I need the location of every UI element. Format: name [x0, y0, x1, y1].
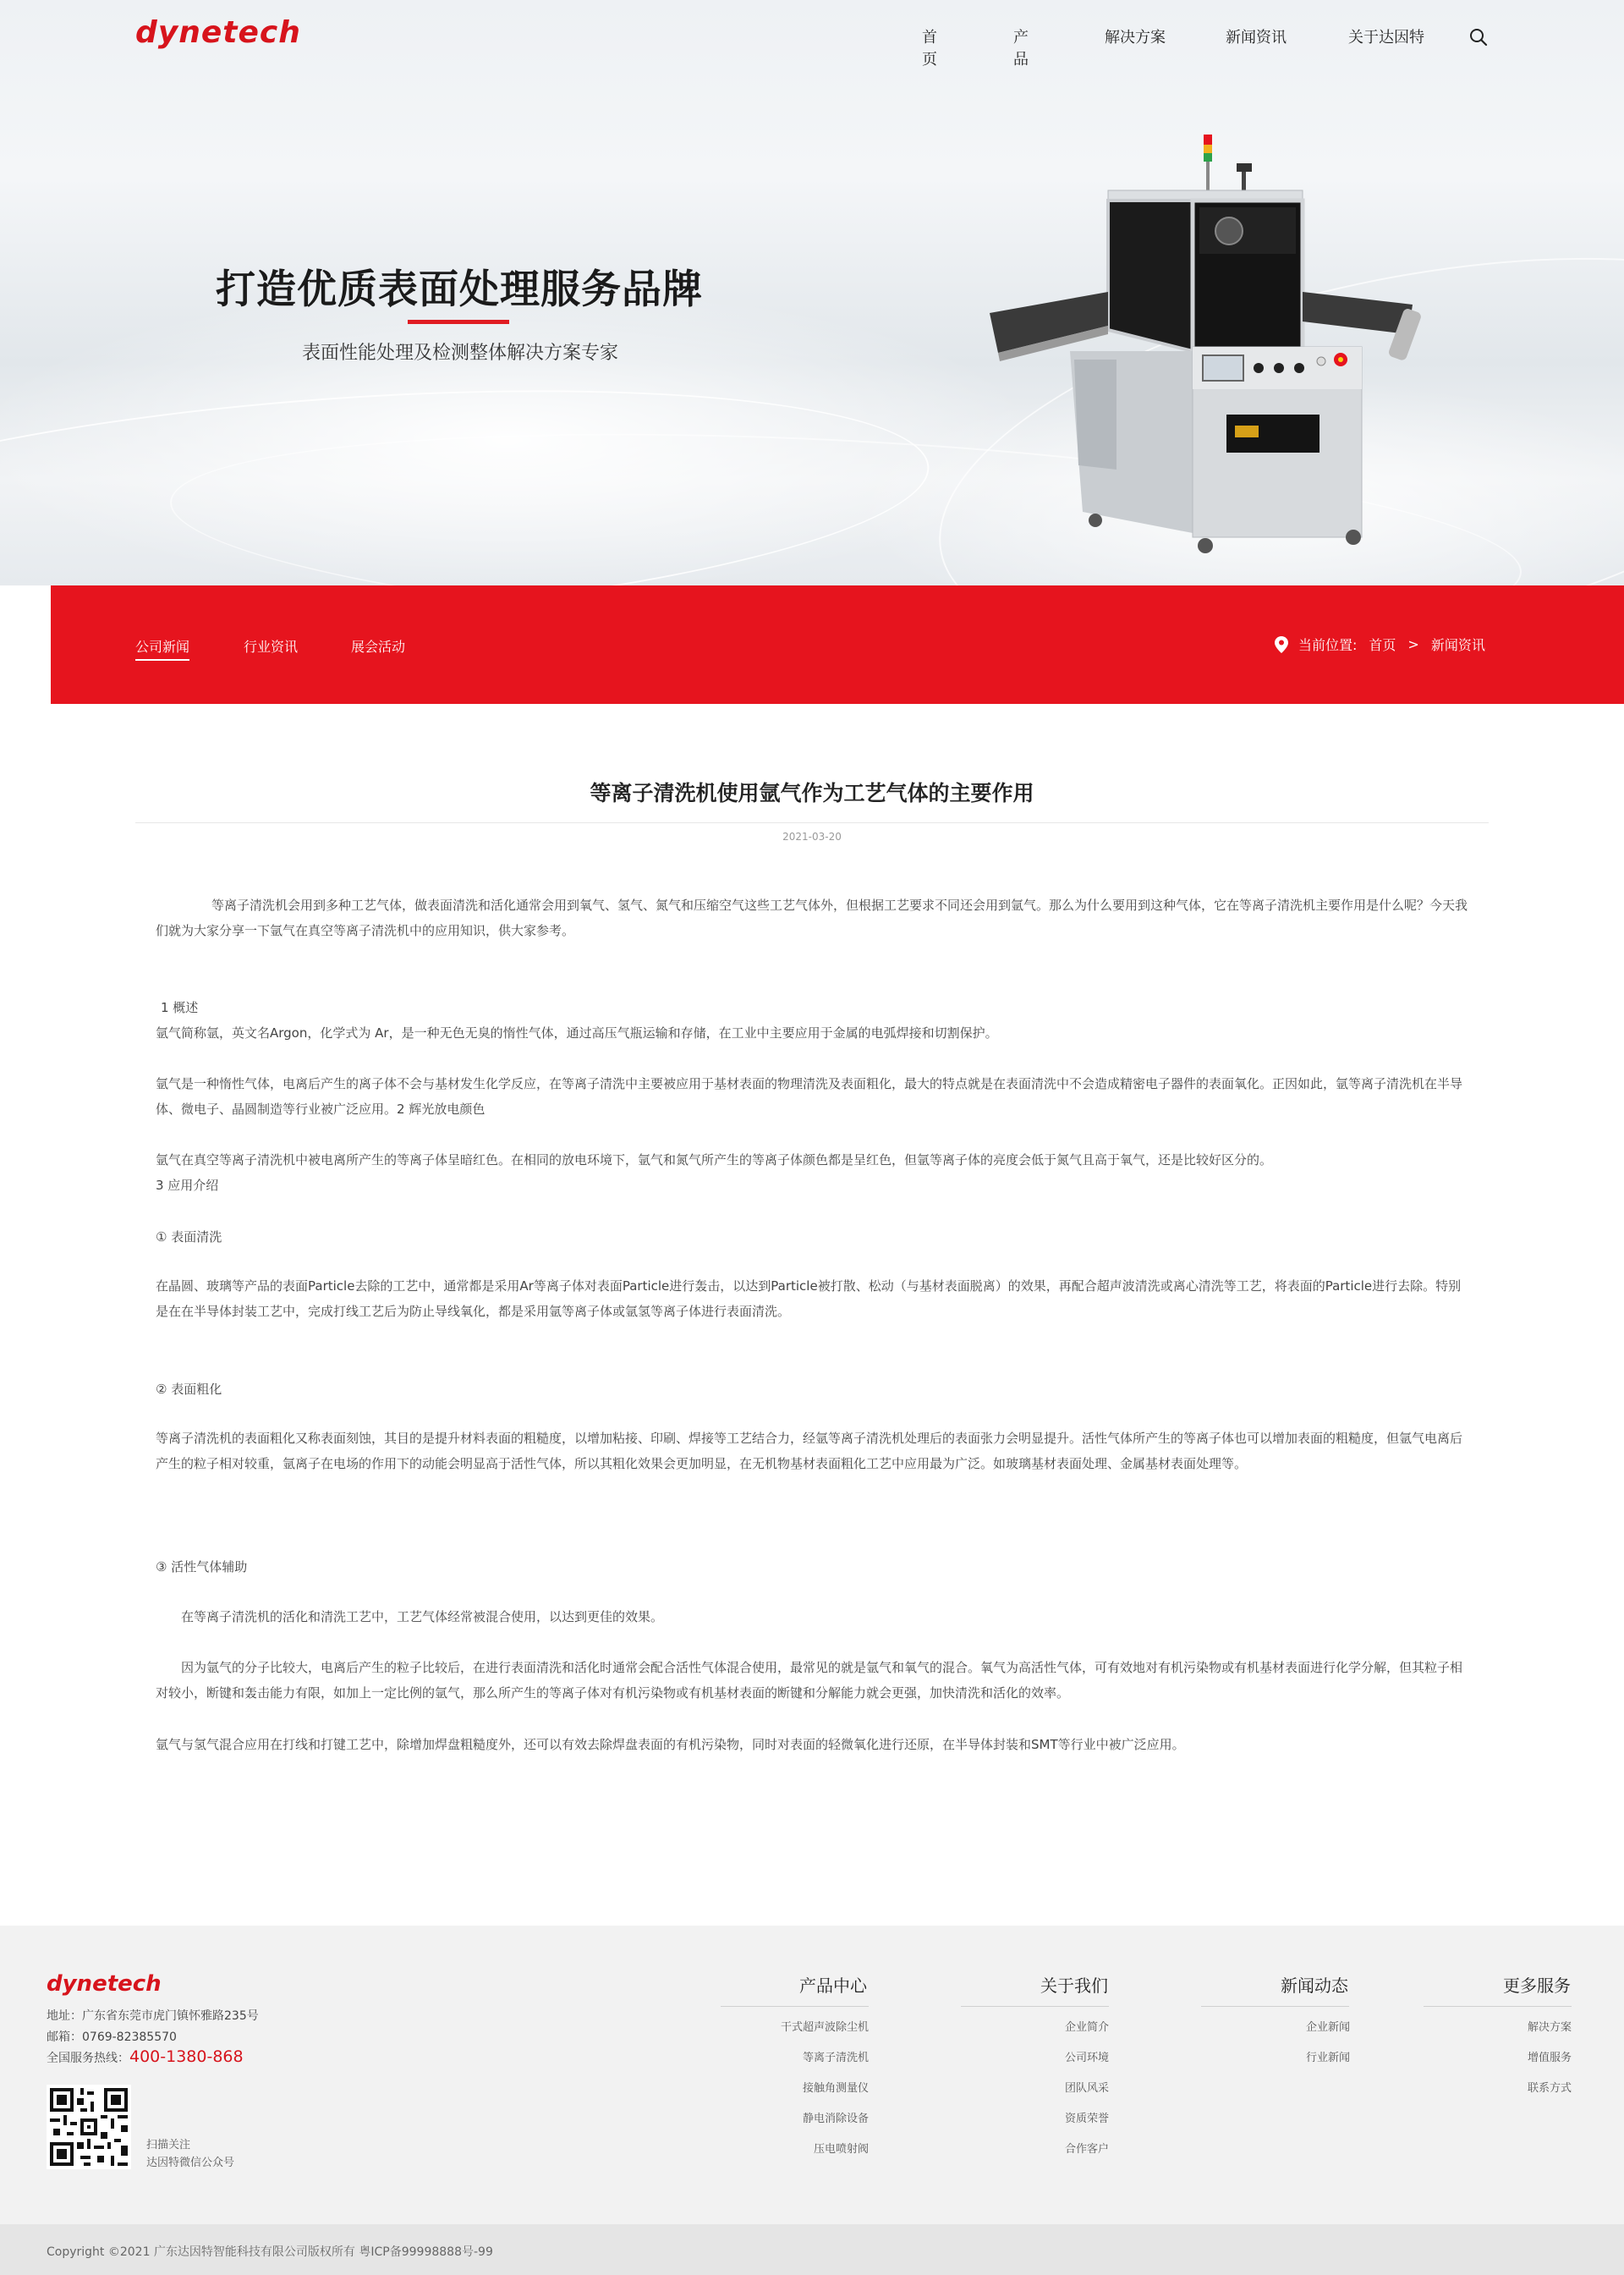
qr-caption — [146, 2136, 234, 2172]
footer-link[interactable]: 企业新闻 — [1305, 2021, 1350, 2034]
article-paragraph: 氩气简称氩，英文名Argon，化学式为 Ar，是一种无色无臭的惰性气体，通过高压气瓶运输和存储，在工业中主要应用于金属的电弧焊接和切割保护。 — [156, 1025, 998, 1041]
plasma-machine-image — [981, 131, 1438, 571]
article-heading: 3 应用介绍 — [156, 1178, 219, 1193]
footer-col-divider — [721, 2006, 869, 2007]
footer-logo[interactable]: dynetech — [47, 1971, 162, 1997]
footer-link[interactable]: 接触角测量仪 — [802, 2082, 869, 2095]
article-date: 2021-03-20 — [782, 831, 842, 843]
footer-link[interactable]: 静电消除设备 — [802, 2113, 869, 2125]
hotline-label: 全国服务热线： — [47, 2052, 129, 2065]
footer-email: 邮箱：0769-82385570 — [47, 2030, 177, 2044]
footer-link[interactable]: 压电喷射阀 — [813, 2143, 869, 2156]
breadcrumb-separator: > — [1407, 636, 1419, 652]
search-icon[interactable] — [1468, 27, 1489, 47]
qr-caption-line: 扫描关注 — [146, 2139, 191, 2151]
article-heading: 1 概述 — [161, 1000, 199, 1015]
footer-col-divider — [1201, 2006, 1349, 2007]
footer-link[interactable]: 团队风采 — [1064, 2082, 1109, 2095]
sub-navigation-bar — [51, 585, 1624, 704]
nav-home[interactable]: 首页 — [922, 29, 937, 69]
footer-link[interactable]: 等离子清洗机 — [802, 2052, 869, 2064]
footer-link[interactable]: 资质荣誉 — [1064, 2113, 1109, 2125]
footer-col-divider — [1424, 2006, 1572, 2007]
copyright-text: Copyright ©2021 广东达因特智能科技有限公司版权所有 粤ICP备99998888号-99 — [47, 2245, 493, 2259]
tab-company-news[interactable]: 公司新闻 — [135, 636, 189, 661]
footer-link[interactable]: 解决方案 — [1527, 2021, 1572, 2034]
article-heading: ② 表面粗化 — [156, 1382, 222, 1397]
article-paragraph: 等离子清洗机会用到多种工艺气体，做表面清洗和活化通常会用到氧气、氢气、氮气和压缩空气这些工艺气体外，但根据工艺要求不同还会用到氩气。那么为什么要用到这种气体，它在等离子清洗机主要作用是什么呢？今天我们就为大家分享一下氩气在真空等离子清洗机中的应用知识，供大家参考。 — [156, 898, 1468, 938]
breadcrumb-news[interactable]: 新闻资讯 — [1430, 637, 1485, 653]
nav-about[interactable]: 关于达因特 — [1348, 29, 1424, 47]
tab-industry-news[interactable]: 行业资讯 — [244, 639, 299, 655]
footer-link[interactable]: 行业新闻 — [1305, 2052, 1350, 2064]
hero-subtitle: 表面性能处理及检测整体解决方案专家 — [302, 343, 619, 364]
article-paragraph: 氩气是一种惰性气体，电离后产生的离子体不会与基材发生化学反应，在等离子清洗中主要被应用于基材表面的物理清洗及表面粗化，最大的特点就是在表面清洗中不会造成精密电子器件的表面氧化。正因如此，氩等离子清洗机在半导体、微电子、晶圆制造等行业被广泛应用。2 辉光放电颜色 — [156, 1076, 1463, 1117]
article-divider — [135, 822, 1489, 823]
breadcrumb-home[interactable]: 首页 — [1369, 637, 1396, 653]
article-paragraph: 氩气与氢气混合应用在打线和打键工艺中，除增加焊盘粗糙度外，还可以有效去除焊盘表面的有机污染物，同时对表面的轻微氧化进行还原，在半导体封装和SMT等行业中被广泛应用。 — [156, 1737, 1185, 1752]
article-title: 等离子清洗机使用氩气作为工艺气体的主要作用 — [590, 781, 1034, 805]
hero-banner — [0, 0, 1624, 585]
tab-exhibitions[interactable]: 展会活动 — [351, 639, 406, 655]
footer-col-news-title: 新闻动态 — [1281, 1976, 1348, 1996]
footer-link[interactable]: 增值服务 — [1527, 2052, 1572, 2064]
hero-title: 打造优质表面处理服务品牌 — [216, 267, 703, 313]
footer-address: 地址：广东省东莞市虎门镇怀雅路235号 — [47, 2009, 259, 2023]
hotline-number[interactable]: 400-1380-868 — [129, 2047, 244, 2066]
hero-title-underline — [408, 320, 509, 324]
footer-col-about-title: 关于我们 — [1040, 1976, 1108, 1996]
footer-link[interactable]: 合作客户 — [1064, 2143, 1109, 2156]
nav-solutions[interactable]: 解决方案 — [1105, 29, 1166, 47]
footer-link[interactable]: 干式超声波除尘机 — [780, 2021, 869, 2034]
footer-hotline — [47, 2047, 244, 2066]
article-paragraph: 在等离子清洗机的活化和清洗工艺中，工艺气体经常被混合使用，以达到更佳的效果。 — [181, 1609, 664, 1624]
site-logo[interactable]: dynetech — [135, 15, 301, 50]
article-paragraph: 因为氩气的分子比较大，电离后产生的粒子比较后，在进行表面清洗和活化时通常会配合活性气体混合使用，最常见的就是氩气和氧气的混合。氧气为高活性气体，可有效地对有机污染物或有机基材表面进行化学分解，但其粒子相对较小，断键和轰击能力有限，如加上一定比例的氩气，那么所产生的等离子体对有机污染物或有机基材表面的断键和分解能力就会更强，加快清洗和活化的效率。 — [156, 1660, 1463, 1701]
nav-products[interactable]: 产品 — [1013, 29, 1029, 69]
article-heading: ③ 活性气体辅助 — [156, 1559, 248, 1574]
wechat-qr-code — [47, 2085, 131, 2169]
article-paragraph: 在晶圆、玻璃等产品的表面Particle去除的工艺中，通常都是采用Ar等离子体对表面Particle进行轰击，以达到Particle被打散、松动（与基材表面脱离）的效果，再配合超声波清洗或离心清洗等工艺，将表面的Particle进行去除。特别是在在半导体封装工艺中，完成打线工艺后为防止导线氧化，都是采用氩等离子体或氩氢等离子体进行表面清洗。 — [156, 1278, 1462, 1319]
qr-caption-line: 达因特微信公众号 — [146, 2157, 235, 2169]
breadcrumb — [1275, 635, 1497, 654]
footer-link[interactable]: 企业简介 — [1064, 2021, 1109, 2034]
footer-link[interactable]: 公司环境 — [1064, 2052, 1109, 2064]
location-pin-icon — [1275, 636, 1288, 653]
article-paragraph: 等离子清洗机的表面粗化又称表面刻蚀，其目的是提升材料表面的粗糙度，以增加粘接、印刷、焊接等工艺结合力，经氩等离子清洗机处理后的表面张力会明显提升。活性气体所产生的等离子体也可以增加表面的粗糙度，但氩气电离后产生的粒子相对较重，氩离子在电场的作用下的动能会明显高于活性气体，所以其粗化效果会更加明显，在无机物基材表面粗化工艺中应用最为广泛。如玻璃基材表面处理、金属基材表面处理等。 — [156, 1431, 1463, 1471]
footer-col-services-title: 更多服务 — [1503, 1976, 1571, 1996]
location-label: 当前位置: — [1298, 637, 1358, 653]
footer-col-products-title: 产品中心 — [799, 1976, 867, 1996]
nav-news[interactable]: 新闻资讯 — [1226, 29, 1287, 47]
footer-link[interactable]: 联系方式 — [1527, 2082, 1572, 2095]
site-footer — [0, 1926, 1624, 2224]
article-paragraph: 氩气在真空等离子清洗机中被电离所产生的等离子体呈暗红色。在相同的放电环境下，氩气和氮气所产生的等离子体颜色都是呈红色，但氩等离子体的亮度会低于氮气且高于氧气，还是比较好区分的。 — [156, 1152, 1273, 1168]
article-heading: ① 表面清洗 — [156, 1229, 222, 1245]
footer-col-divider — [961, 2006, 1109, 2007]
copyright-bar — [0, 2224, 1624, 2275]
